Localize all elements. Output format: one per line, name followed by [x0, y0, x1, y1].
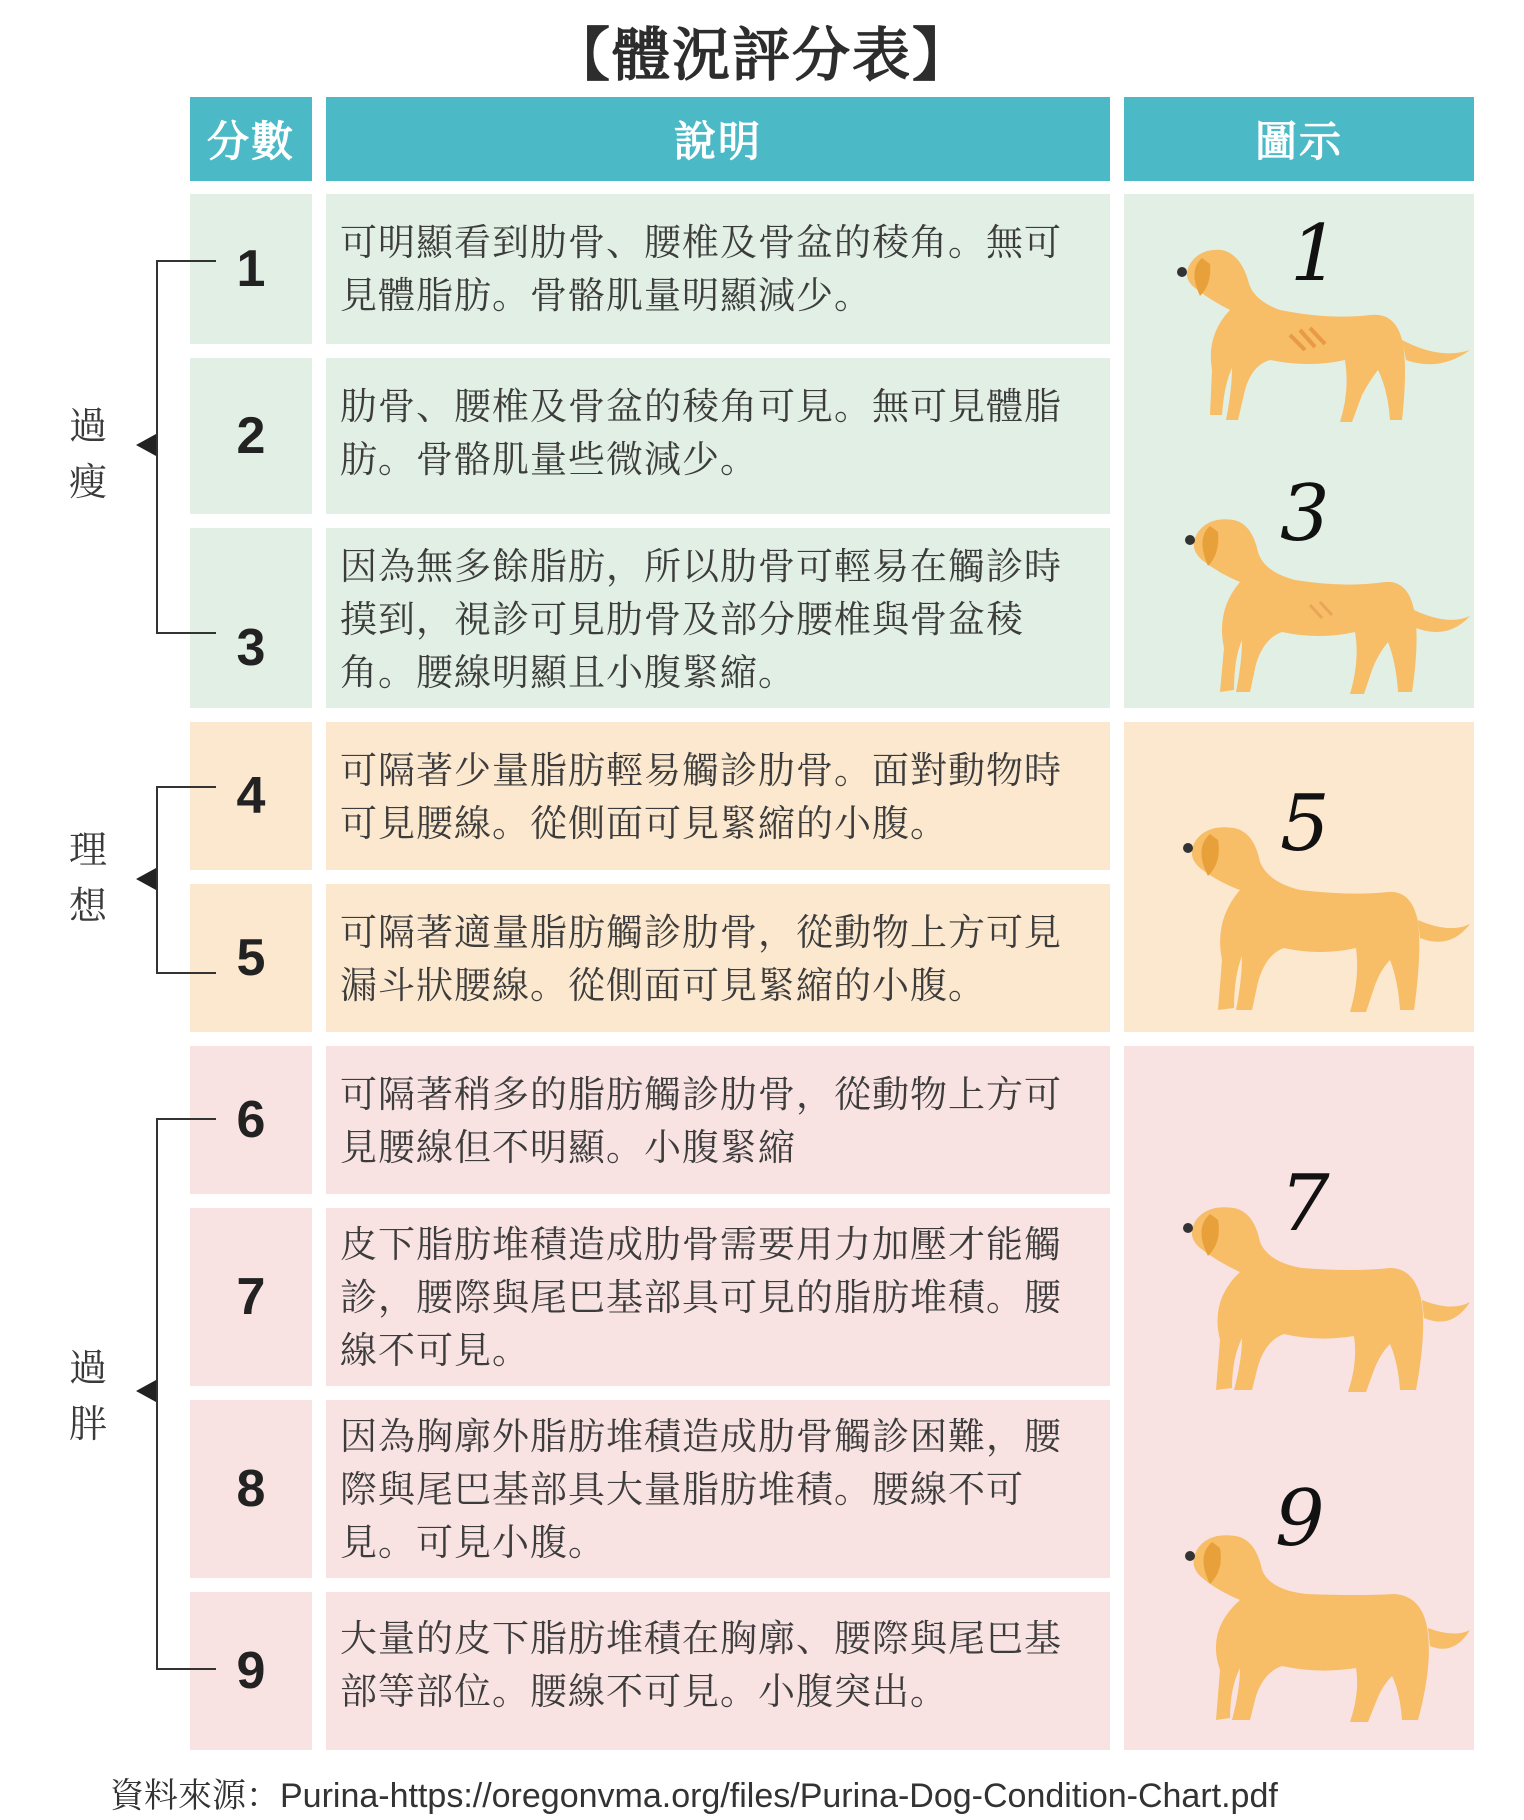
- score-cell-1: 1: [190, 194, 312, 344]
- illustration-number: 1: [1290, 209, 1340, 299]
- description-cell-3: [326, 528, 1110, 708]
- description-line: 見。可見小腹。: [340, 1521, 606, 1564]
- description-line: 線不可見。: [340, 1329, 530, 1372]
- group-bracket-heavy: [156, 1118, 216, 1670]
- thin-dog-icon: [1140, 200, 1470, 450]
- description-line: 部等部位。腰線不可見。小腹突出。: [340, 1670, 948, 1713]
- score-cell-5: 5: [190, 884, 312, 1032]
- description-cell-5: [326, 884, 1110, 1032]
- group-label-heavy: 過 胖: [68, 1346, 107, 1446]
- description-line: 因為胸廓外脂肪堆積造成肋骨觸診困難，腰: [340, 1415, 1062, 1458]
- description-cell-4: [326, 722, 1110, 870]
- score-cell-4: 4: [190, 722, 312, 870]
- description-line: 見體脂肪。骨骼肌量明顯減少。: [340, 274, 872, 317]
- illustration-number: 3: [1280, 470, 1330, 559]
- description-line: 可明顯看到肋骨、腰椎及骨盆的稜角。無可: [340, 221, 1062, 264]
- group-arrow-ideal: [136, 868, 156, 890]
- group-bracket-thin: [156, 260, 216, 634]
- description-line: 大量的皮下脂肪堆積在胸廓、腰際與尾巴基: [340, 1617, 1062, 1660]
- page-title: 【體況評分表】: [551, 21, 972, 89]
- description-cell-9: [326, 1592, 1110, 1750]
- illustration-number: 7: [1280, 1159, 1330, 1249]
- description-line: 肪。骨骼肌量些微減少。: [340, 438, 758, 481]
- description-cell-7: [326, 1208, 1110, 1386]
- description-line: 診，腰際與尾巴基部具可見的脂肪堆積。腰: [340, 1276, 1062, 1319]
- group-bracket-ideal: [156, 786, 216, 974]
- score-cell-7: 7: [190, 1208, 312, 1386]
- description-cell-2: [326, 358, 1110, 514]
- description-line: 因為無多餘脂肪，所以肋骨可輕易在觸診時: [340, 545, 1062, 588]
- score-cell-3: 3: [190, 528, 312, 708]
- description-line: 摸到，視診可見肋骨及部分腰椎與骨盆稜: [340, 598, 1024, 641]
- illustration-number: 9: [1275, 1474, 1325, 1564]
- description-line: 可隔著稍多的脂肪觸診肋骨，從動物上方可: [340, 1073, 1062, 1116]
- illustration-number: 5: [1280, 779, 1330, 869]
- slim-dog-icon: [1150, 470, 1470, 710]
- group-label-thin: 過 瘦: [68, 404, 107, 504]
- description-cell-6: [326, 1046, 1110, 1194]
- description-line: 可隔著少量脂肪輕易觸診肋骨。面對動物時: [340, 749, 1062, 792]
- description-line: 可見腰線。從側面可見緊縮的小腹。: [340, 802, 948, 845]
- score-cell-2: 2: [190, 358, 312, 514]
- score-cell-9: 9: [190, 1592, 312, 1750]
- group-label-ideal: 理 想: [68, 828, 107, 928]
- description-line: 漏斗狀腰線。從側面可見緊縮的小腹。: [340, 964, 986, 1007]
- description-line: 角。腰線明顯且小腹緊縮。: [340, 651, 796, 694]
- description-cell-1: [326, 194, 1110, 344]
- ideal-dog-icon: [1150, 770, 1470, 1020]
- header-description: 說明: [326, 97, 1110, 181]
- score-cell-8: 8: [190, 1400, 312, 1578]
- obese-dog-icon: [1150, 1460, 1470, 1730]
- group-arrow-heavy: [136, 1380, 156, 1402]
- description-line: 可隔著適量脂肪觸診肋骨，從動物上方可見: [340, 911, 1062, 954]
- description-line: 際與尾巴基部具大量脂肪堆積。腰線不可: [340, 1468, 1024, 1511]
- source-citation: 資料來源：Purina-https://oregonvma.org/files/Purina-Dog-Condition-Chart.pdf: [110, 1777, 1278, 1815]
- heavy-dog-icon: [1150, 1140, 1470, 1400]
- description-line: 皮下脂肪堆積造成肋骨需要用力加壓才能觸: [340, 1223, 1062, 1266]
- header-illustration: 圖示: [1124, 97, 1474, 181]
- description-line: 肋骨、腰椎及骨盆的稜角可見。無可見體脂: [340, 385, 1062, 428]
- description-cell-8: [326, 1400, 1110, 1578]
- group-arrow-thin: [136, 434, 156, 456]
- header-score: 分數: [190, 97, 312, 181]
- description-line: 見腰線但不明顯。小腹緊縮: [340, 1126, 796, 1169]
- score-cell-6: 6: [190, 1046, 312, 1194]
